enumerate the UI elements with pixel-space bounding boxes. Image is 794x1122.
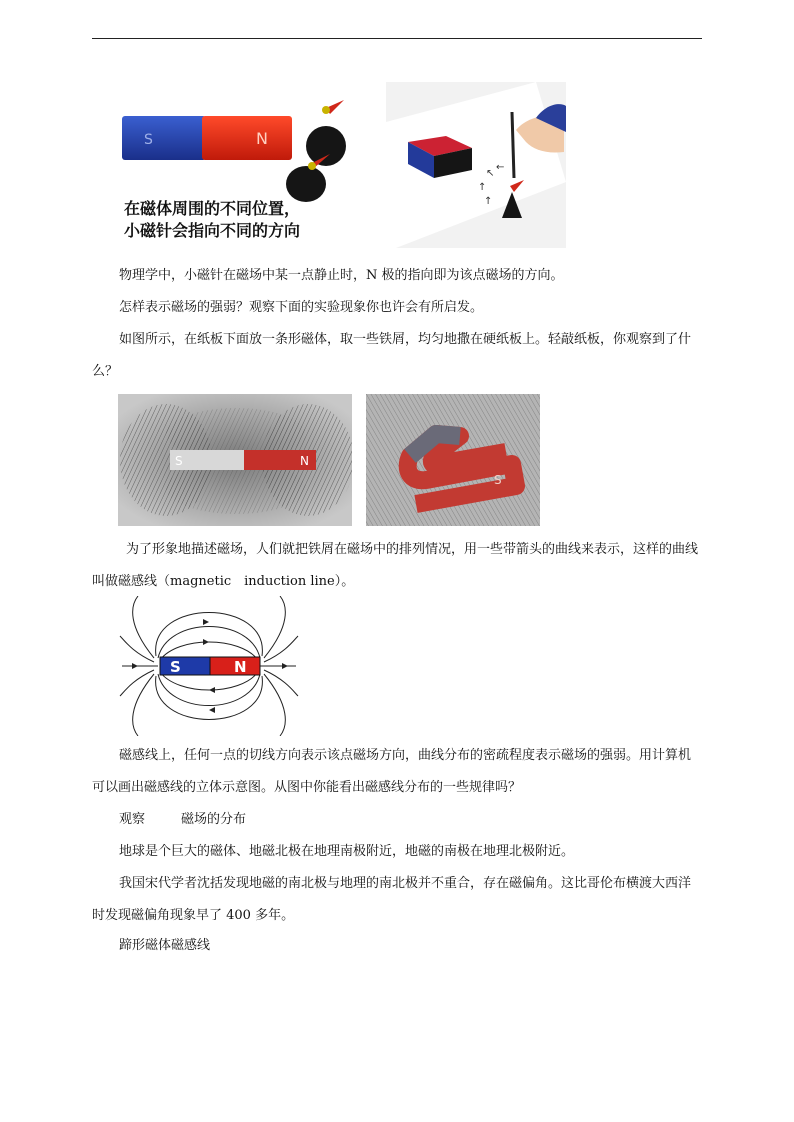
observe-topic: 磁场的分布 [181,812,247,827]
iron-filings-bar-photo [118,394,352,526]
field-lines-diagram [118,596,300,736]
magnet-n-label: N [256,129,268,148]
paragraph-7: 地球是个巨大的磁体、地磁北极在地理南极附近，地磁的南极在地理北极附近。 [119,844,575,859]
figure-magnet-compasses [116,94,356,244]
paragraph-5: 磁感线上，任何一点的切线方向表示该点磁场方向，曲线分布的密疏程度表示磁场的强弱。用计算机可以画出磁感线的立体示意图。从图中你能看出磁感线分布的一些规律吗？ [92,748,692,795]
header-rule [92,38,702,39]
figure-iron-filings-bar [118,394,352,526]
figure-hand-compass [386,82,566,248]
paragraph-4: 为了形象地描述磁场，人们就把铁屑在磁场中的排列情况，用一些带箭头的曲线来表示，这样的曲线叫做磁感线（magnetic induction line）。 [92,542,699,589]
svg-text:←: ← [496,162,505,173]
caption-line-1: 在磁体周围的不同位置， [124,199,301,218]
figure-iron-filings-horseshoe [366,394,540,526]
svg-text:↑: ↑ [478,182,487,193]
filings-s-label: S [175,454,183,468]
horseshoe-s-label: S [494,473,502,487]
iron-filings-horseshoe-photo [366,394,540,526]
svg-text:↑: ↑ [484,196,493,207]
filings-n-label: N [300,454,309,468]
paragraph-3: 如图所示，在纸板下面放一条形磁体，取一些铁屑，均匀地撒在硬纸板上。轻敲纸板，你观察到了什么？ [92,332,692,379]
svg-text:↖: ↖ [486,168,495,179]
magnet-s-label: S [144,132,153,148]
diagram-n-label: N [234,658,247,676]
magnet-south-half [122,116,206,160]
diagram-s-label: S [170,658,181,676]
figure1-caption [124,198,354,242]
observe-label: 观察 [119,812,146,827]
figure-field-lines [118,596,300,736]
hand-compass-illustration [386,82,566,248]
magnet-north-half [202,116,292,160]
paragraph-8: 我国宋代学者沈括发现地磁的南北极与地理的南北极并不重合，存在磁偏角。这比哥伦布横渡大西洋时发现磁偏角现象早了 400 多年。 [92,876,692,923]
paragraph-1: 物理学中，小磁针在磁场中某一点静止时，N 极的指向即为该点磁场的方向。 [119,268,564,283]
paragraph-6 [92,804,702,836]
paragraph-2: 怎样表示磁场的强弱？观察下面的实验现象你也许会有所启发。 [119,300,484,315]
paragraph-9: 蹄形磁体磁感线 [119,938,211,953]
caption-line-2: 小磁针会指向不同的方向 [124,221,301,240]
